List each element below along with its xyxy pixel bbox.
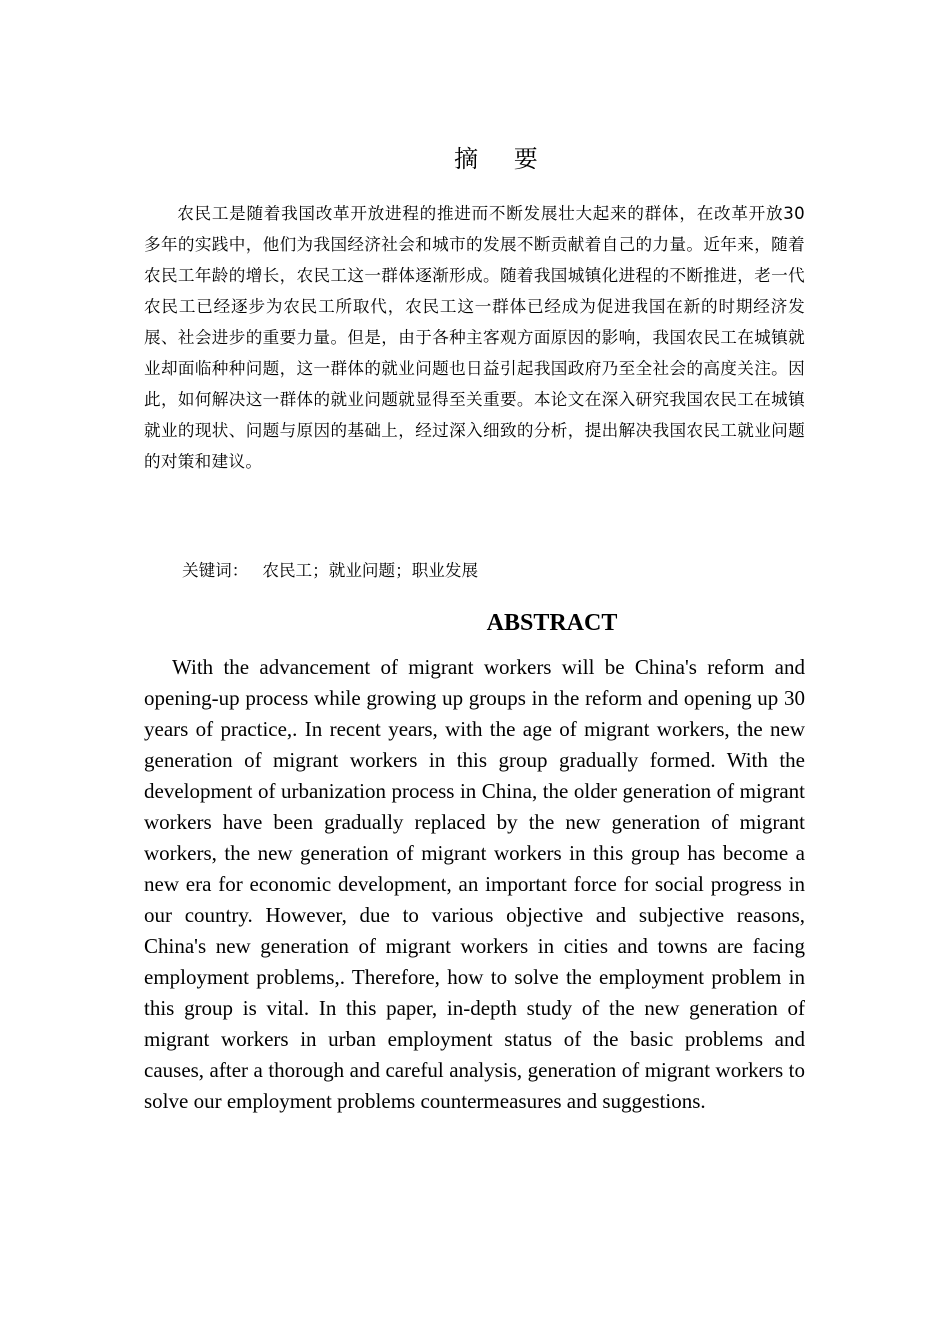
- keywords-line: [182, 558, 478, 584]
- english-abstract-title: ABSTRACT: [486, 610, 618, 636]
- chinese-abstract-title: 摘 要: [454, 145, 552, 173]
- chinese-abstract-body: 农民工是随着我国改革开放进程的推进而不断发展壮大起来的群体，在改革开放30多年的实践中，他们为我国经济社会和城市的发展不断贡献着自己的力量。近年来，随着农民工年龄的增长，农民工这一群体逐渐形成。随着我国城镇化进程的不断推进，老一代农民工已经逐步为农民工所取代，农民工这一群体已经成为促进我国在新的时期经济发展、社会进步的重要力量。但是，由于各种主客观方面原因的影响，我国农民工在城镇就业却面临种种问题，这一群体的就业问题也日益引起我国政府乃至全社会的高度关注。因此，如何解决这一群体的就业问题就显得至关重要。本论文在深入研究我国农民工在城镇就业的现状、问题与原因的基础上，经过深入细致的分析，提出解决我国农民工就业问题的对策和建议。: [144, 204, 805, 471]
- keywords-label: 关键词：: [182, 561, 249, 580]
- keywords-value: 农民工；就业问题；职业发展: [262, 561, 479, 580]
- english-abstract-body: With the advancement of migrant workers will be China's reform and opening-up process while growing up groups in the reform and opening up 30 years of practice,. In recent years, with the age of migrant workers, the new generation of migrant workers in this group gradually formed. With the development of urbanization process in China, the older generation of migrant workers have been gradually replaced by the new generation of migrant workers, the new generation of migrant workers in this group has become a new era for economic development, an important force for social progress in our country. However, due to various objective and subjective reasons, China's new generation of migrant workers in cities and towns are facing employment problems,. Therefore, how to solve the employment problem in this group is vital. In this paper, in-depth study of the new generation of migrant workers in urban employment status of the basic problems and causes, after a thorough and careful analysis, generation of migrant workers to solve our employment problems countermeasures and suggestions.: [144, 655, 805, 1113]
